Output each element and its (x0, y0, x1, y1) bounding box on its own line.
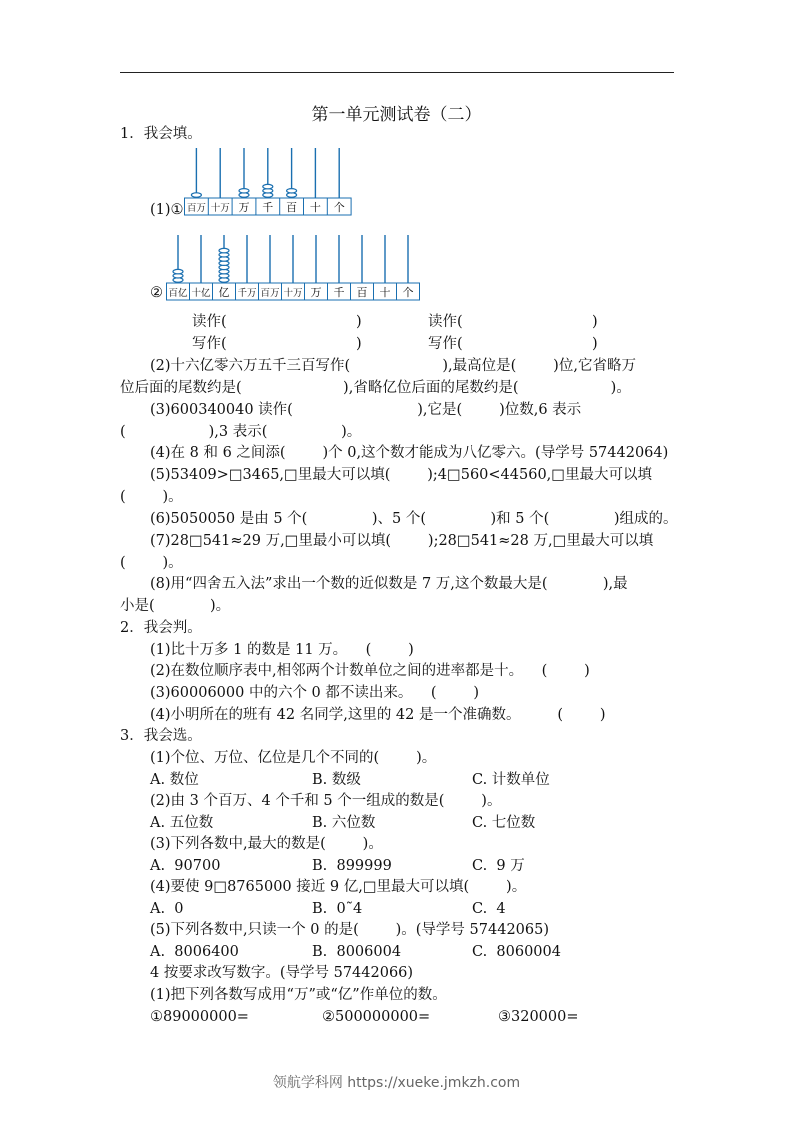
q5-line2: ( )。 (120, 489, 183, 505)
abacus-2-place-label: 十万 (283, 288, 303, 299)
abacus-2-place-label: 亿 (218, 286, 230, 299)
q4-line: (4)在 8 和 6 之间添( )个 0,这个数才能成为八亿零六。(导学号 57442064) (150, 445, 669, 461)
section-1-heading: 1．我会填。 (120, 126, 202, 142)
choice-q3-opt-a: A. 90700 (150, 858, 221, 874)
judge-item-2: (2)在数位顺序表中,相邻两个计数单位之间的进率都是十。 ( ) (150, 663, 590, 679)
page-title: 第一单元测试卷（二） (311, 105, 482, 125)
choice-q3-opt-b: B. 899999 (312, 858, 392, 874)
q2-line1: (2)十六亿零六万五千三百写作( ),最高位是( )位,它省略万 (150, 358, 636, 374)
rewrite-item-1: ①89000000= (150, 1009, 249, 1025)
read-a-end: ) (356, 314, 362, 330)
q8-line1: (8)用“四舍五入法”求出一个数的近似数是 7 万,这个数最大是( ),最 (150, 576, 628, 592)
abacus-1-place-label: 个 (333, 201, 345, 214)
abacus-1-place-label: 十万 (210, 203, 230, 214)
q1-label: (1)① (150, 202, 184, 218)
choice-q5-opt-c: C. 8060004 (472, 944, 561, 960)
choice-q5-opt-a: A. 8006400 (150, 944, 239, 960)
write-b-end: ) (592, 336, 598, 352)
q8-line2: 小是( )。 (120, 598, 231, 614)
read-a: 读作( (192, 314, 227, 330)
read-b: 读作( (428, 314, 463, 330)
judge-item-3: (3)60006000 中的六个 0 都不读出来。 ( ) (150, 685, 480, 701)
abacus-2 (166, 233, 424, 303)
choice-q3: (3)下列各数中,最大的数是( )。 (150, 836, 383, 852)
q6-line: (6)5050050 是由 5 个( )、5 个( )和 5 个( )组成的。 (150, 511, 678, 527)
abacus-1-bead (191, 193, 201, 197)
section-4-sub: (1)把下列各数写成用“万”或“亿”作单位的数。 (150, 987, 447, 1003)
write-a: 写作( (192, 336, 227, 352)
abacus-1-place-label: 十 (309, 201, 321, 214)
q1b-label: ② (150, 285, 163, 301)
choice-q4-opt-b: B. 0˜4 (312, 901, 363, 917)
section-3-heading: 3．我会选。 (120, 728, 202, 744)
abacus-2-place-label: 万 (310, 286, 322, 299)
choice-q4-opt-a: A. 0 (150, 901, 184, 917)
abacus-2-bead (219, 248, 229, 252)
q7-line1: (7)28□541≈29 万,□里最小可以填( );28□541≈28 万,□里最大可以填 (150, 533, 654, 549)
top-rule (120, 72, 674, 73)
write-b: 写作( (428, 336, 463, 352)
choice-q1-opt-b: B. 数级 (312, 772, 361, 788)
choice-q4-opt-c: C. 4 (472, 901, 506, 917)
abacus-1-bead (287, 189, 297, 193)
abacus-1-bead (239, 189, 249, 193)
abacus-1-place-label: 千 (262, 201, 274, 214)
choice-q3-opt-c: C. 9 万 (472, 858, 525, 874)
judge-item-1: (1)比十万多 1 的数是 11 万。 ( ) (150, 642, 414, 658)
choice-q2-opt-c: C. 七位数 (472, 815, 536, 831)
abacus-1-bead (263, 184, 273, 188)
choice-q1: (1)个位、万位、亿位是几个不同的( )。 (150, 750, 437, 766)
q3-line1: (3)600340040 读作( ),它是( )位数,6 表示 (150, 402, 582, 418)
rewrite-item-3: ③320000= (498, 1009, 579, 1025)
choice-q2-opt-b: B. 六位数 (312, 815, 376, 831)
abacus-1-place-label: 万 (238, 201, 250, 214)
rewrite-item-2: ②500000000= (322, 1009, 431, 1025)
choice-q2-opt-a: A. 五位数 (150, 815, 214, 831)
footer-watermark: 领航学科网 https://xueke.jmkzh.com (272, 1075, 521, 1091)
choice-q5: (5)下列各数中,只读一个 0 的是( )。(导学号 57442065) (150, 922, 550, 938)
section-2-heading: 2．我会判。 (120, 620, 202, 636)
abacus-1-place-label: 百万 (186, 203, 206, 214)
abacus-2-place-label: 十亿 (191, 288, 211, 299)
read-b-end: ) (592, 314, 598, 330)
q3-line2: ( ),3 表示( )。 (120, 424, 362, 440)
write-a-end: ) (356, 336, 362, 352)
abacus-2-place-label: 百 (356, 286, 368, 299)
abacus-2-place-label: 千万 (237, 288, 257, 299)
abacus-2-place-label: 千 (333, 286, 345, 299)
choice-q4: (4)要使 9□8765000 接近 9 亿,□里最大可以填( )。 (150, 879, 527, 895)
choice-q1-opt-a: A. 数位 (150, 772, 199, 788)
q7-line2: ( )。 (120, 555, 183, 571)
abacus-2-bead (173, 269, 183, 273)
q5-line1: (5)53409>□3465,□里最大可以填( );4□560<44560,□里最大可以填 (150, 467, 652, 483)
abacus-1-place-label: 百 (286, 201, 298, 214)
choice-q1-opt-c: C. 计数单位 (472, 772, 550, 788)
q2-line2: 位后面的尾数约是( ),省略亿位后面的尾数约是( )。 (120, 380, 631, 396)
judge-item-4: (4)小明所在的班有 42 名同学,这里的 42 是一个准确数。 ( ) (150, 707, 606, 723)
choice-q5-opt-b: B. 8006004 (312, 944, 402, 960)
abacus-2-place-label: 百亿 (168, 288, 188, 299)
abacus-2-place-label: 十 (379, 286, 391, 299)
choice-q2: (2)由 3 个百万、4 个千和 5 个一组成的数是( )。 (150, 793, 502, 809)
abacus-1 (184, 146, 354, 218)
abacus-2-place-label: 个 (402, 286, 414, 299)
section-4-heading: 4 按要求改写数字。(导学号 57442066) (150, 965, 414, 981)
abacus-2-place-label: 百万 (260, 288, 280, 299)
